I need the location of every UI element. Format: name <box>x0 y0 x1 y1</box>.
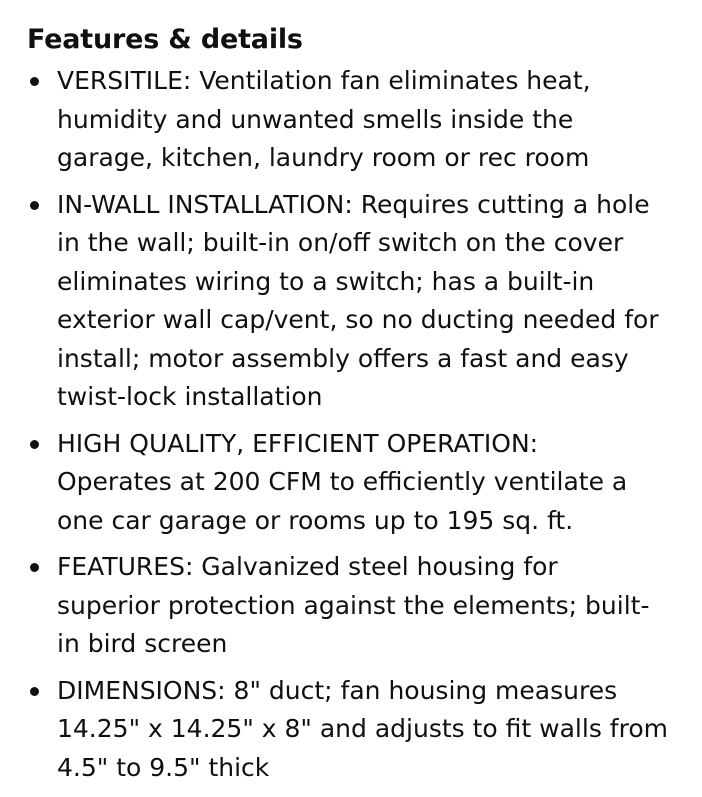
bullet-text-line: in bird screen <box>57 629 228 658</box>
bullet-text-line: humidity and unwanted smells inside the <box>57 104 574 134</box>
bullet-text-line: twist-lock installation <box>57 382 323 411</box>
section-heading: Features & details <box>27 24 303 55</box>
bullet-dot-icon <box>30 440 39 449</box>
bullet-dot-icon <box>30 563 39 572</box>
bullet-text-line: eliminates wiring to a switch; has a built-in <box>57 266 595 296</box>
feature-bullet-features <box>27 548 687 664</box>
feature-bullet-list <box>27 62 702 787</box>
bullet-text-line: VERSITILE: Ventilation fan eliminates heat, <box>57 66 591 95</box>
bullet-text-line: in the wall; built-in on/off switch on the cover <box>57 228 624 257</box>
feature-bullet-quality <box>27 425 687 541</box>
bullet-text-line: 4.5" to 9.5" thick <box>57 752 270 782</box>
bullet-text-line: IN-WALL INSTALLATION: Requires cutting a hole <box>57 189 650 219</box>
bullet-text-line: exterior wall cap/vent, so no ducting needed for <box>57 305 659 334</box>
bullet-text-line: Operates at 200 CFM to efficiently ventilate a <box>57 467 628 496</box>
bullet-text-line: FEATURES: Galvanized steel housing for <box>57 552 558 581</box>
feature-bullet-installation <box>27 186 687 417</box>
bullet-dot-icon <box>30 77 39 86</box>
bullet-text-line: 14.25" x 14.25" x 8" and adjusts to fit walls from <box>57 714 668 743</box>
bullet-text-line: garage, kitchen, laundry room or rec room <box>57 143 590 172</box>
bullet-text-line: one car garage or rooms up to 195 sq. ft. <box>57 505 574 535</box>
bullet-dot-icon <box>30 201 39 210</box>
bullet-text-line: install; motor assembly offers a fast and easy <box>57 343 629 373</box>
feature-bullet-versatile <box>27 62 687 178</box>
bullet-text-line: DIMENSIONS: 8" duct; fan housing measures <box>57 675 618 705</box>
bullet-text-line: HIGH QUALITY, EFFICIENT OPERATION: <box>57 428 539 458</box>
feature-bullet-dimensions <box>27 672 687 788</box>
bullet-dot-icon <box>30 687 39 696</box>
bullet-text-line: superior protection against the elements; built- <box>57 590 650 620</box>
